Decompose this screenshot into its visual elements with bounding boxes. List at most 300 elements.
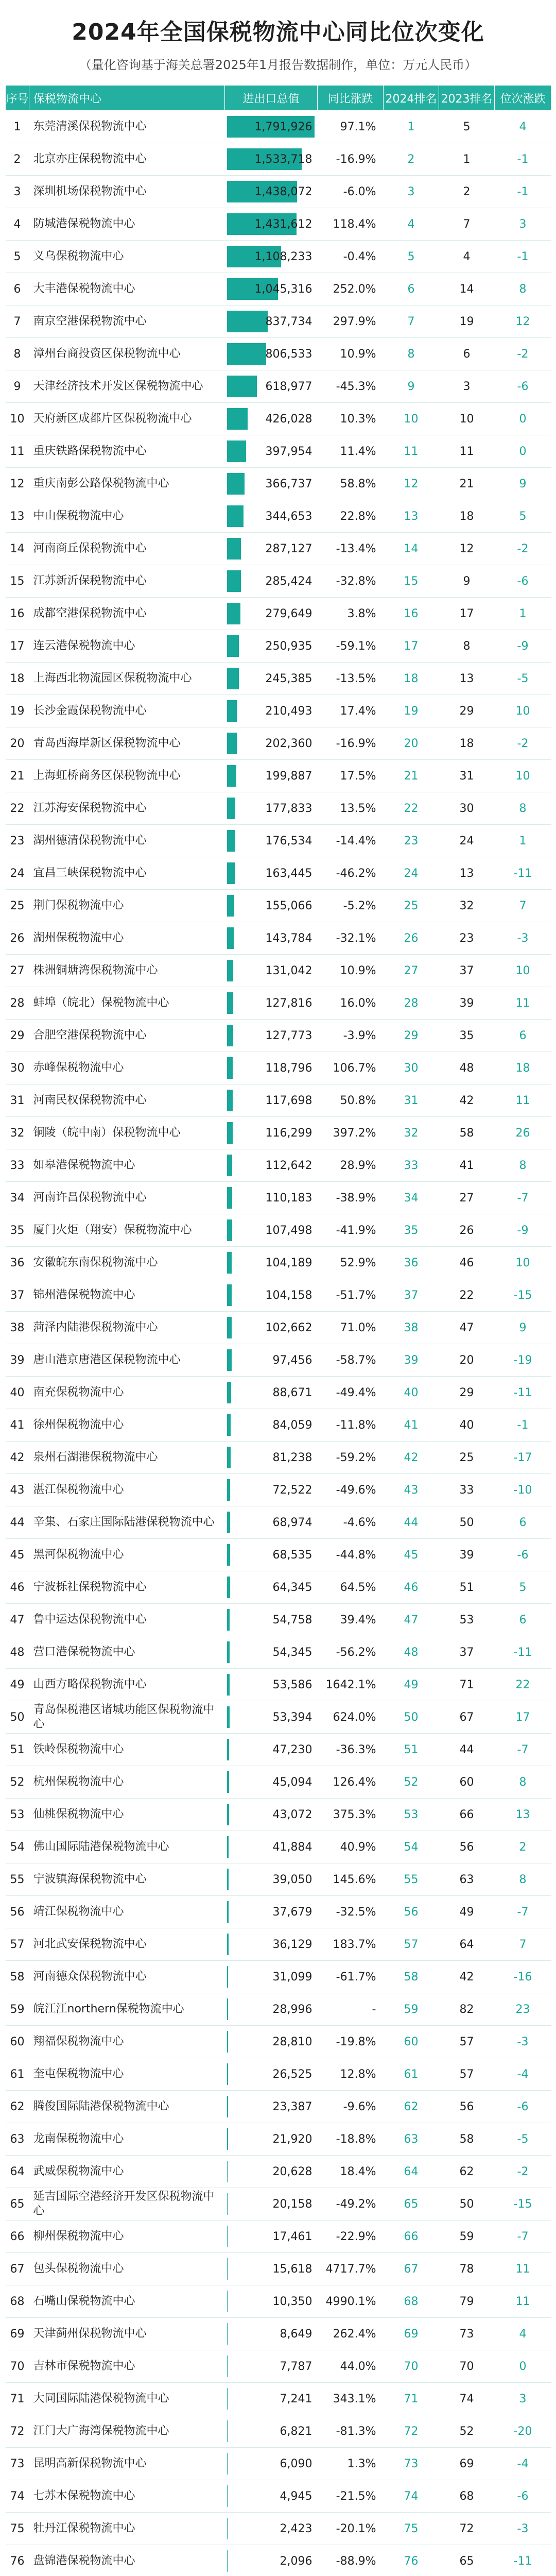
row-index: 73	[6, 2448, 29, 2480]
row-index: 11	[6, 435, 29, 468]
value-bar	[227, 1155, 233, 1176]
row-index: 22	[6, 792, 29, 825]
value-bar	[227, 1934, 229, 1955]
value-cell	[225, 2545, 318, 2576]
row-index: 43	[6, 1474, 29, 1506]
row-index: 40	[6, 1377, 29, 1409]
row-index: 19	[6, 695, 29, 727]
center-name: 宁波栎社保税物流中心	[29, 1571, 225, 1604]
row-index: 1	[6, 111, 29, 143]
center-name: 南京空港保税物流中心	[29, 306, 225, 338]
rank-2024: 1	[384, 111, 439, 143]
center-name: 鲁中运达保税物流中心	[29, 1604, 225, 1636]
yoy-change: -44.8%	[318, 1539, 384, 1571]
value-cell	[225, 987, 318, 1020]
row-index: 38	[6, 1312, 29, 1344]
value-cell	[225, 2058, 318, 2091]
page	[0, 13, 556, 2576]
rank-change: -19	[495, 1344, 551, 1377]
value-bar	[227, 862, 235, 884]
column-header: 同比涨跌	[318, 86, 384, 111]
rank-2023: 74	[439, 2383, 495, 2415]
value-cell	[225, 792, 318, 825]
value-label: 250,935	[265, 639, 312, 653]
row-index: 17	[6, 630, 29, 663]
center-name: 山西方略保税物流中心	[29, 1669, 225, 1701]
table-row	[6, 273, 551, 306]
center-name: 漳州台商投资区保税物流中心	[29, 338, 225, 370]
value-label: 1,045,316	[254, 282, 312, 296]
rank-2023: 18	[439, 500, 495, 533]
value-label: 36,129	[272, 1938, 312, 1951]
table-row	[6, 1863, 551, 1896]
rank-change: -15	[495, 2188, 551, 2221]
table-row	[6, 1247, 551, 1279]
center-name: 北京亦庄保税物流中心	[29, 143, 225, 176]
value-bar	[227, 830, 236, 852]
rank-change: 26	[495, 1117, 551, 1149]
table-row	[6, 2253, 551, 2285]
center-name: 菏泽内陆港保税物流中心	[29, 1312, 225, 1344]
row-index: 65	[6, 2188, 29, 2221]
center-name: 成都空港保税物流中心	[29, 598, 225, 630]
rank-2024: 40	[384, 1377, 439, 1409]
yoy-change: 71.0%	[318, 1312, 384, 1344]
value-bar	[227, 1998, 229, 2020]
rank-2023: 21	[439, 468, 495, 500]
yoy-change: 18.4%	[318, 2156, 384, 2188]
value-cell	[225, 760, 318, 792]
center-name: 河南许昌保税物流中心	[29, 1182, 225, 1214]
center-name: 铁岭保税物流中心	[29, 1734, 225, 1766]
yoy-change: 1642.1%	[318, 1669, 384, 1701]
rank-2023: 17	[439, 598, 495, 630]
value-label: 199,887	[265, 769, 312, 783]
yoy-change: -32.1%	[318, 922, 384, 955]
rank-2023: 11	[439, 435, 495, 468]
rank-change: 8	[495, 1863, 551, 1896]
center-name: 赤峰保税物流中心	[29, 1052, 225, 1084]
rank-2024: 59	[384, 1993, 439, 2026]
rank-2023: 29	[439, 1377, 495, 1409]
value-cell	[225, 1831, 318, 1863]
value-bar	[227, 1641, 230, 1663]
center-name: 天府新区成都片区保税物流中心	[29, 403, 225, 435]
yoy-change: -18.8%	[318, 2123, 384, 2156]
yoy-change: 397.2%	[318, 1117, 384, 1149]
yoy-change: 44.0%	[318, 2350, 384, 2383]
yoy-change: -49.4%	[318, 1377, 384, 1409]
yoy-change: -49.6%	[318, 1474, 384, 1506]
table-row	[6, 1766, 551, 1799]
table-row	[6, 1961, 551, 1993]
center-name: 河南民权保税物流中心	[29, 1084, 225, 1117]
rank-change: 1	[495, 825, 551, 857]
table-row	[6, 306, 551, 338]
table-row	[6, 1182, 551, 1214]
value-label: 163,445	[265, 867, 312, 880]
yoy-change: 10.3%	[318, 403, 384, 435]
rank-change: -3	[495, 2026, 551, 2058]
value-bar	[227, 603, 241, 624]
center-name: 江苏海安保税物流中心	[29, 792, 225, 825]
rank-2023: 49	[439, 1896, 495, 1928]
yoy-change: 11.4%	[318, 435, 384, 468]
table-row	[6, 1052, 551, 1084]
rank-2023: 50	[439, 2188, 495, 2221]
rank-2024: 39	[384, 1344, 439, 1377]
rank-change: -9	[495, 1214, 551, 1247]
value-cell	[225, 1799, 318, 1831]
yoy-change: 118.4%	[318, 208, 384, 241]
center-name: 徐州保税物流中心	[29, 1409, 225, 1442]
value-bar	[227, 2291, 228, 2312]
rank-change: 8	[495, 1766, 551, 1799]
rank-2023: 78	[439, 2253, 495, 2285]
value-bar	[227, 1447, 231, 1468]
value-cell	[225, 1539, 318, 1571]
center-name: 大丰港保税物流中心	[29, 273, 225, 306]
value-cell	[225, 435, 318, 468]
value-cell	[225, 2480, 318, 2513]
value-cell	[225, 1928, 318, 1961]
value-bar	[227, 1901, 229, 1923]
table-row	[6, 1799, 551, 1831]
rank-2024: 18	[384, 663, 439, 695]
rank-change: 6	[495, 1506, 551, 1539]
yoy-change: -6.0%	[318, 176, 384, 208]
row-index: 24	[6, 857, 29, 890]
center-name: 中山保税物流中心	[29, 500, 225, 533]
rank-change: 4	[495, 2318, 551, 2350]
table-row	[6, 1020, 551, 1052]
yoy-change: -36.3%	[318, 1734, 384, 1766]
value-label: 806,533	[265, 347, 312, 361]
row-index: 60	[6, 2026, 29, 2058]
rank-change: 4	[495, 111, 551, 143]
rank-change: 6	[495, 1020, 551, 1052]
rank-2024: 12	[384, 468, 439, 500]
rank-2024: 71	[384, 2383, 439, 2415]
center-name: 盘锦港保税物流中心	[29, 2545, 225, 2576]
rank-2024: 45	[384, 1539, 439, 1571]
rank-change: -1	[495, 1409, 551, 1442]
table-row	[6, 1604, 551, 1636]
row-index: 6	[6, 273, 29, 306]
rank-2023: 72	[439, 2513, 495, 2545]
center-name: 牡丹江保税物流中心	[29, 2513, 225, 2545]
table-row	[6, 435, 551, 468]
rank-change: 3	[495, 208, 551, 241]
center-name: 河北武安保税物流中心	[29, 1928, 225, 1961]
rank-2023: 31	[439, 760, 495, 792]
table-row	[6, 111, 551, 143]
value-cell	[225, 2253, 318, 2285]
value-label: 127,816	[265, 996, 312, 1010]
rank-change: 10	[495, 1247, 551, 1279]
center-name: 重庆铁路保税物流中心	[29, 435, 225, 468]
value-label: 6,090	[280, 2457, 312, 2470]
rank-change: -9	[495, 630, 551, 663]
center-name: 上海西北物流园区保税物流中心	[29, 663, 225, 695]
table-row	[6, 468, 551, 500]
table-row	[6, 565, 551, 598]
rank-change: 8	[495, 1149, 551, 1182]
center-name: 河南德众保税物流中心	[29, 1961, 225, 1993]
rank-2024: 19	[384, 695, 439, 727]
rank-2024: 53	[384, 1799, 439, 1831]
value-label: 64,345	[272, 1581, 312, 1594]
table-row	[6, 1701, 551, 1734]
rank-2023: 58	[439, 1117, 495, 1149]
value-bar	[227, 895, 235, 917]
rank-2023: 62	[439, 2156, 495, 2188]
center-name: 厦门火炬（翔安）保税物流中心	[29, 1214, 225, 1247]
center-name: 南充保税物流中心	[29, 1377, 225, 1409]
rank-2024: 55	[384, 1863, 439, 1896]
row-index: 64	[6, 2156, 29, 2188]
yoy-change: 58.8%	[318, 468, 384, 500]
row-index: 27	[6, 955, 29, 987]
value-bar	[227, 1869, 229, 1890]
table-row	[6, 2156, 551, 2188]
yoy-change: -41.9%	[318, 1214, 384, 1247]
rank-2024: 14	[384, 533, 439, 565]
column-header: 保税物流中心	[29, 86, 225, 111]
value-bar	[227, 1382, 231, 1403]
rank-2024: 66	[384, 2221, 439, 2253]
rank-2023: 69	[439, 2448, 495, 2480]
rank-change: -17	[495, 1442, 551, 1474]
center-name: 泉州石湖港保税物流中心	[29, 1442, 225, 1474]
column-header: 进出口总值	[225, 86, 318, 111]
rank-2024: 17	[384, 630, 439, 663]
value-cell	[225, 403, 318, 435]
rank-2023: 41	[439, 1149, 495, 1182]
value-label: 68,974	[272, 1516, 312, 1529]
table-row	[6, 1571, 551, 1604]
center-name: 天津蓟州保税物流中心	[29, 2318, 225, 2350]
value-label: 155,066	[265, 899, 312, 912]
value-cell	[225, 922, 318, 955]
table-row	[6, 1344, 551, 1377]
rank-2023: 6	[439, 338, 495, 370]
table-row	[6, 2026, 551, 2058]
row-index: 41	[6, 1409, 29, 1442]
value-bar	[227, 2388, 228, 2410]
value-cell	[225, 1247, 318, 1279]
rank-change: -11	[495, 1377, 551, 1409]
value-bar	[227, 1025, 233, 1046]
yoy-change: -11.8%	[318, 1409, 384, 1442]
rank-2024: 25	[384, 890, 439, 922]
rank-2024: 67	[384, 2253, 439, 2285]
center-name: 安徽皖东南保税物流中心	[29, 1247, 225, 1279]
value-cell	[225, 1604, 318, 1636]
yoy-change: 4990.1%	[318, 2285, 384, 2318]
rank-2023: 71	[439, 1669, 495, 1701]
rank-2024: 13	[384, 500, 439, 533]
rank-change: 17	[495, 1701, 551, 1734]
rank-change: 13	[495, 1799, 551, 1831]
rank-2023: 20	[439, 1344, 495, 1377]
center-name: 皖江江northern保税物流中心	[29, 1993, 225, 2026]
value-label: 110,183	[265, 1191, 312, 1205]
table-row	[6, 1214, 551, 1247]
row-index: 46	[6, 1571, 29, 1604]
yoy-change: -32.8%	[318, 565, 384, 598]
rank-2023: 42	[439, 1961, 495, 1993]
table-row	[6, 2545, 551, 2576]
value-label: 102,662	[265, 1321, 312, 1334]
rank-2023: 5	[439, 111, 495, 143]
value-bar	[227, 2485, 228, 2507]
center-name: 仙桃保税物流中心	[29, 1799, 225, 1831]
yoy-change: 624.0%	[318, 1701, 384, 1734]
table-row	[6, 2318, 551, 2350]
center-name: 奎屯保税物流中心	[29, 2058, 225, 2091]
rank-2023: 32	[439, 890, 495, 922]
rank-2024: 3	[384, 176, 439, 208]
table-row	[6, 1149, 551, 1182]
value-cell	[225, 1377, 318, 1409]
row-index: 7	[6, 306, 29, 338]
value-label: 143,784	[265, 931, 312, 945]
yoy-change: 17.4%	[318, 695, 384, 727]
value-label: 366,737	[265, 477, 312, 490]
rank-2024: 51	[384, 1734, 439, 1766]
rank-2023: 64	[439, 1928, 495, 1961]
center-name: 佛山国际陆港保税物流中心	[29, 1831, 225, 1863]
center-name: 龙南保税物流中心	[29, 2123, 225, 2156]
table-row	[6, 1993, 551, 2026]
row-index: 20	[6, 727, 29, 760]
row-index: 74	[6, 2480, 29, 2513]
table-row	[6, 1896, 551, 1928]
value-cell	[225, 1020, 318, 1052]
rank-change: -16	[495, 1961, 551, 1993]
value-label: 7,241	[280, 2392, 312, 2405]
value-cell	[225, 2221, 318, 2253]
table-row	[6, 1539, 551, 1571]
value-bar	[227, 1349, 232, 1371]
value-label: 177,833	[265, 802, 312, 815]
rank-2024: 2	[384, 143, 439, 176]
ranking-table	[5, 85, 551, 2576]
value-label: 116,299	[265, 1126, 312, 1140]
rank-2024: 29	[384, 1020, 439, 1052]
value-label: 68,535	[272, 1548, 312, 1562]
value-cell	[225, 727, 318, 760]
rank-2024: 57	[384, 1928, 439, 1961]
value-label: 84,059	[272, 1418, 312, 1432]
rank-2024: 23	[384, 825, 439, 857]
value-bar	[227, 1219, 232, 1241]
rank-2023: 9	[439, 565, 495, 598]
center-name: 包头保税物流中心	[29, 2253, 225, 2285]
row-index: 66	[6, 2221, 29, 2253]
rank-change: 0	[495, 435, 551, 468]
value-bar	[227, 2355, 228, 2377]
table-row	[6, 1117, 551, 1149]
rank-2023: 8	[439, 630, 495, 663]
table-row	[6, 630, 551, 663]
rank-2024: 33	[384, 1149, 439, 1182]
value-cell	[225, 176, 318, 208]
value-cell	[225, 2318, 318, 2350]
rank-2023: 29	[439, 695, 495, 727]
table-header-row	[6, 86, 551, 111]
rank-change: -7	[495, 1896, 551, 1928]
value-cell	[225, 1701, 318, 1734]
yoy-change: 10.9%	[318, 955, 384, 987]
rank-2023: 59	[439, 2221, 495, 2253]
value-cell	[225, 2091, 318, 2123]
value-cell	[225, 1214, 318, 1247]
value-cell	[225, 1149, 318, 1182]
table-row	[6, 2221, 551, 2253]
rank-change: -5	[495, 2123, 551, 2156]
value-cell	[225, 630, 318, 663]
rank-2023: 57	[439, 2058, 495, 2091]
value-bar	[227, 733, 237, 754]
rank-2023: 48	[439, 1052, 495, 1084]
value-cell	[225, 1863, 318, 1896]
value-label: 2,096	[280, 2554, 312, 2568]
rank-change: 18	[495, 1052, 551, 1084]
value-cell	[225, 338, 318, 370]
value-label: 17,461	[272, 2230, 312, 2243]
value-bar	[227, 2550, 228, 2572]
table-row	[6, 1669, 551, 1701]
rank-2024: 34	[384, 1182, 439, 1214]
rank-change: -6	[495, 370, 551, 403]
value-bar	[227, 2193, 228, 2215]
value-bar	[227, 2031, 229, 2053]
row-index: 49	[6, 1669, 29, 1701]
rank-2024: 54	[384, 1831, 439, 1863]
rank-2024: 50	[384, 1701, 439, 1734]
value-cell	[225, 663, 318, 695]
center-name: 铜陵（皖中南）保税物流中心	[29, 1117, 225, 1149]
yoy-change: 1.3%	[318, 2448, 384, 2480]
center-name: 营口港保税物流中心	[29, 1636, 225, 1669]
rank-2024: 46	[384, 1571, 439, 1604]
value-cell	[225, 208, 318, 241]
value-bar	[227, 927, 234, 949]
value-bar	[227, 473, 245, 495]
yoy-change: -88.9%	[318, 2545, 384, 2576]
value-bar	[227, 1966, 229, 1988]
rank-2024: 48	[384, 1636, 439, 1669]
table-row	[6, 955, 551, 987]
row-index: 25	[6, 890, 29, 922]
value-label: 202,360	[265, 737, 312, 750]
value-label: 88,671	[272, 1386, 312, 1399]
table-row	[6, 1279, 551, 1312]
value-label: 8,649	[280, 2327, 312, 2341]
value-label: 47,230	[272, 1743, 312, 1756]
rank-2023: 3	[439, 370, 495, 403]
value-label: 53,586	[272, 1678, 312, 1691]
center-name: 株洲铜塘湾保税物流中心	[29, 955, 225, 987]
value-label: 10,350	[272, 2295, 312, 2308]
center-name: 延吉国际空港经济开发区保税物流中心	[29, 2188, 225, 2221]
value-label: 127,773	[265, 1029, 312, 1042]
value-bar	[227, 1577, 230, 1598]
yoy-change: 126.4%	[318, 1766, 384, 1799]
table-row	[6, 890, 551, 922]
